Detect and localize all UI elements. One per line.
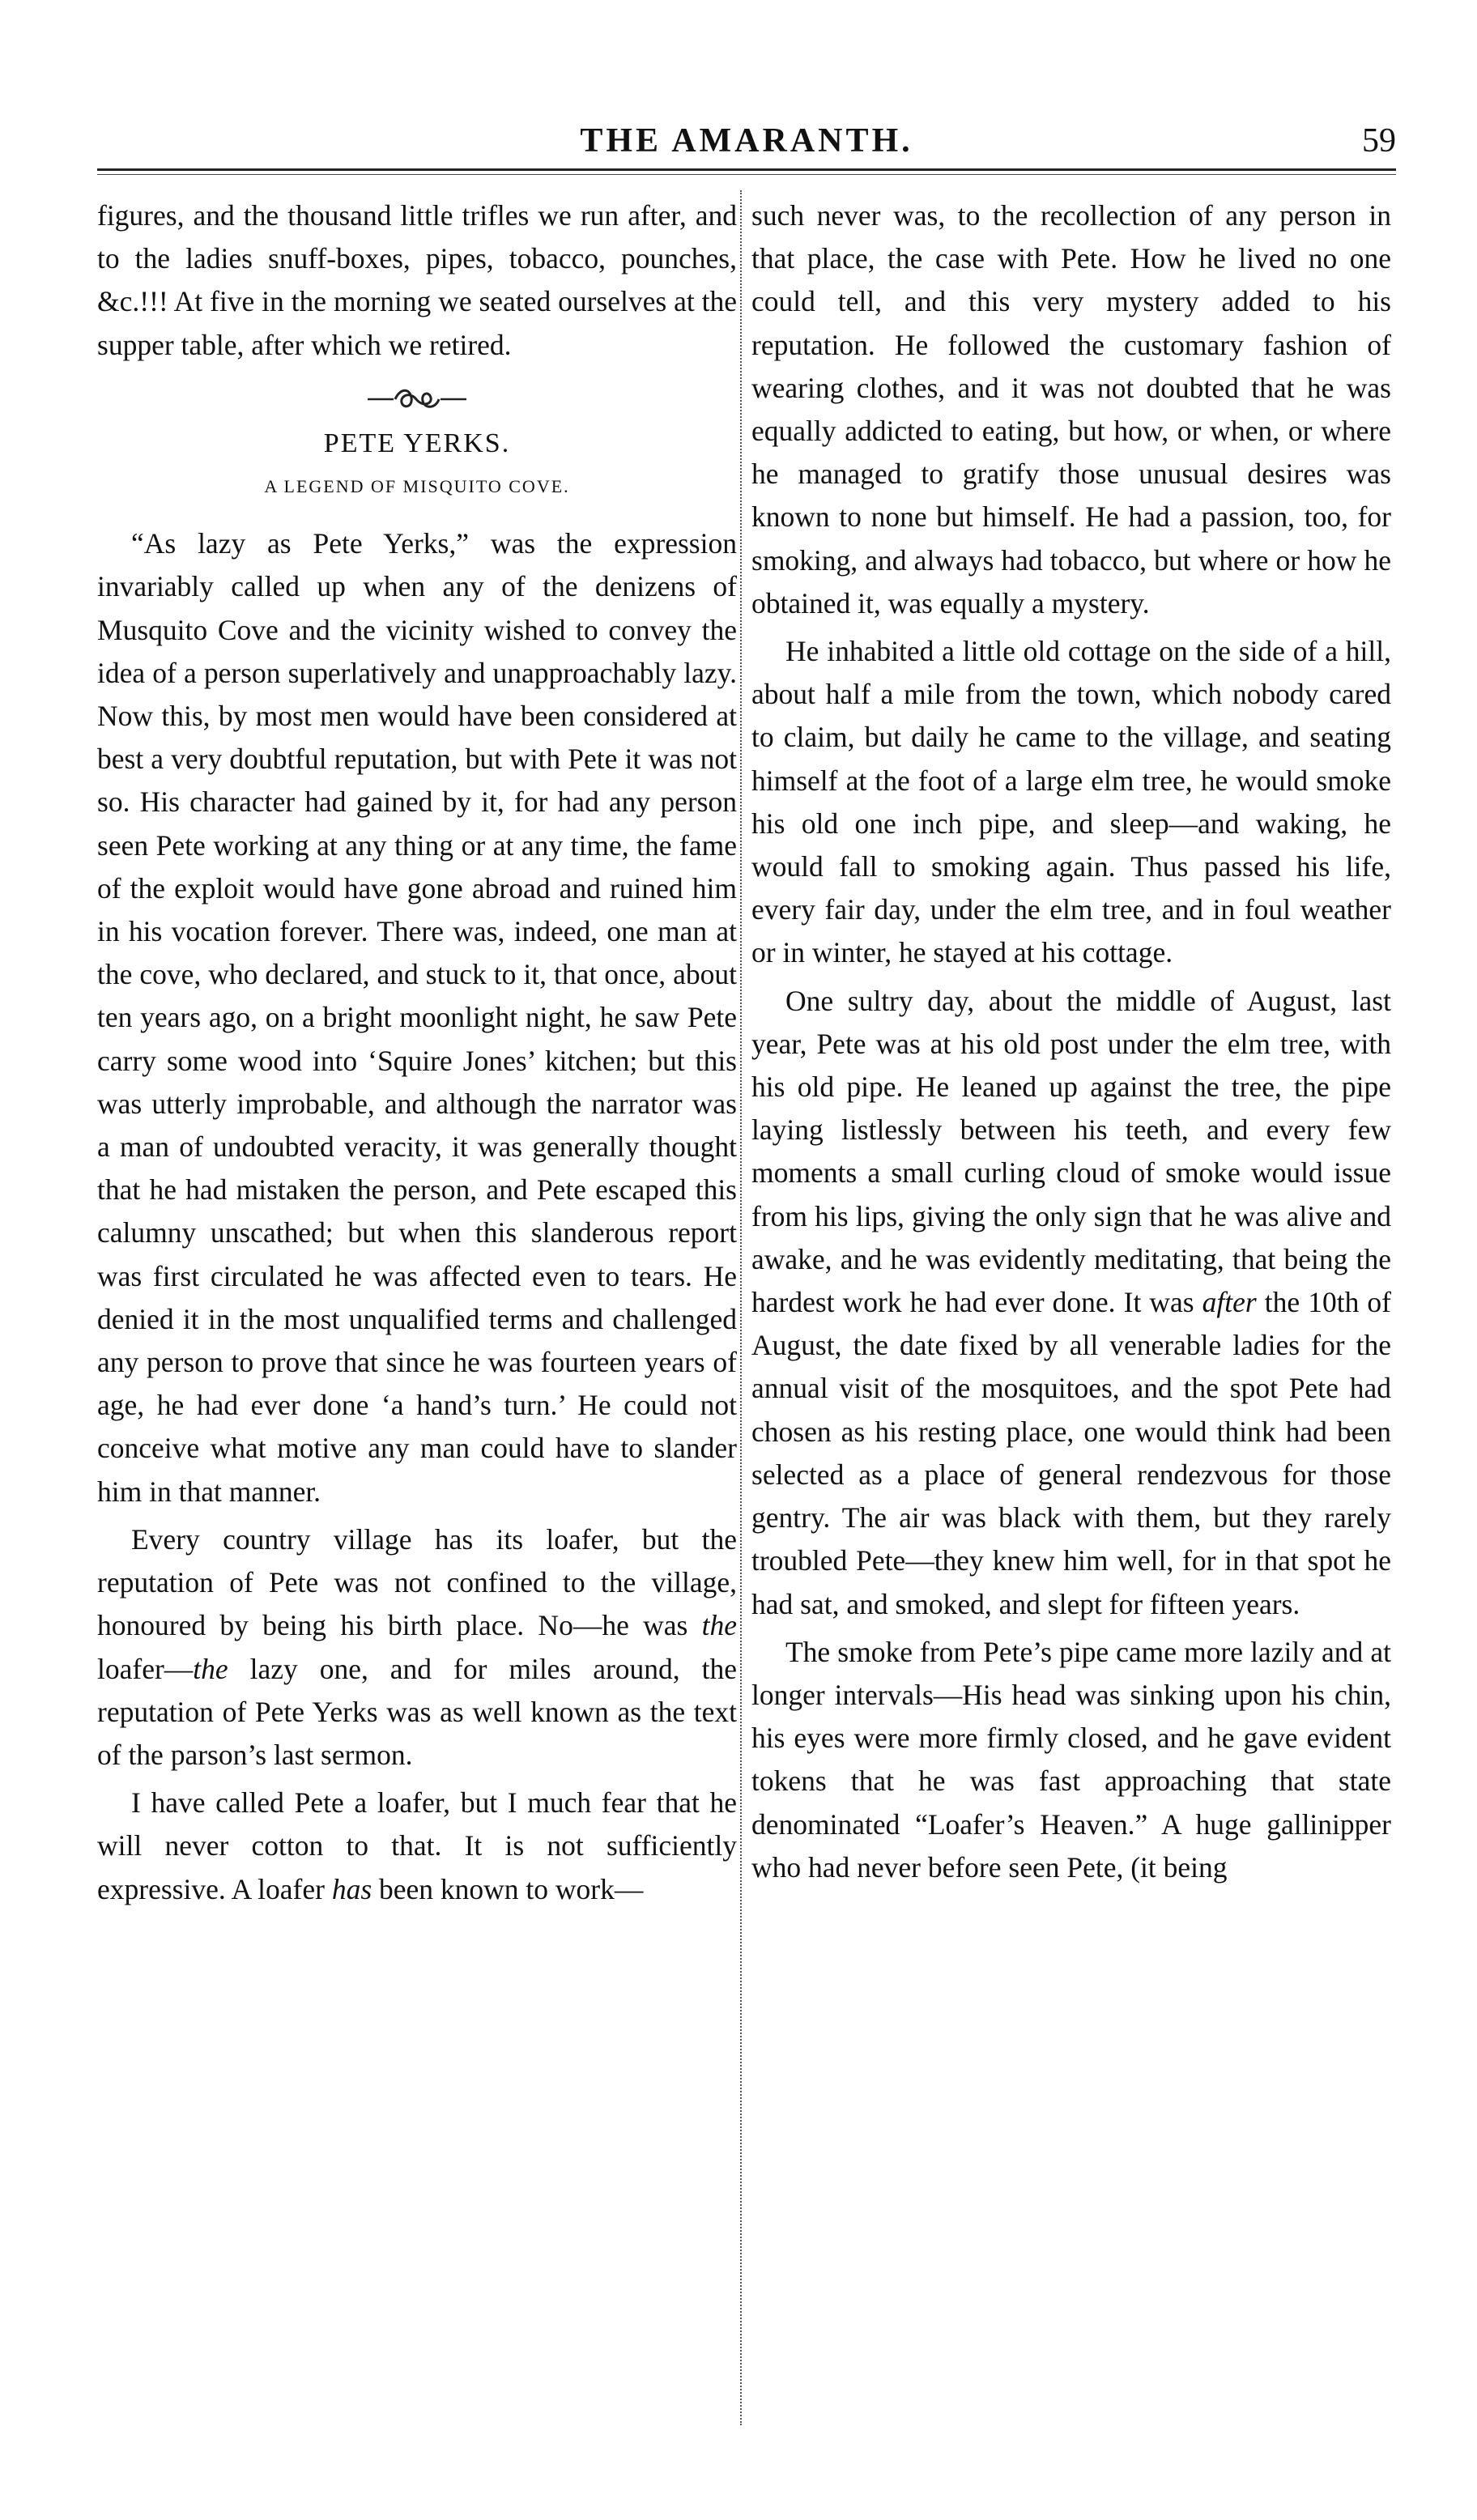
right-column (751, 194, 1391, 1889)
page-number: 59 (1362, 122, 1396, 160)
continued-paragraph: figures, and the thousand little trifles we run after, and to the ladies snuff-boxes, pipes, tobacco, pounches, &c.!!! At five in the morning we seated ourselves at the supper table, after which we retired. (97, 199, 737, 361)
column-divider (740, 190, 742, 2425)
section-ornament (97, 383, 737, 419)
continued-paragraph-right: such never was, to the recollection of any person in that place, the case with Pete. How he lived no one could tell, and this very mystery added to his reputation. He followed the customary fashion of wearing clothes, and it was not doubted that he was equally addicted to eating, but how, or when, or where he managed to gratify those unusual desires was known to none but himself. He had a passion, too, for smoking, and always had tobacco, but where or how he obtained it, was equally a mystery. (751, 199, 1391, 619)
story-paragraph-3: I have called Pete a loafer, but I much fear that he will never cotton to that. It is not sufficiently expressive. A loafer has been known to work— (97, 1786, 737, 1905)
story-paragraph-5: One sultry day, about the middle of August, last year, Pete was at his old post under the elm tree, with his old pipe. He leaned up against the tree, the pipe laying listlessly between his teeth, and every few moments a small curling cloud of smoke would issue from his lips, giving the only sign that he was alive and awake, and he was evidently meditating, that being the hardest work he had ever done. It was after the 10th of August, the date fixed by all venerable ladies for the annual visit of the mosquitoes, and the spot Pete had chosen as his resting place, one would think had been selected as a place of general rendezvous for those gentry. The air was black with them, but they rarely troubled Pete—they knew him well, for in that spot he had sat, and smoked, and slept for fifteen years. (751, 984, 1391, 1620)
header-rule (97, 168, 1396, 175)
running-head (97, 121, 1396, 170)
story-paragraph-6: The smoke from Pete’s pipe came more lazily and at longer intervals—His head was sinking upon his chin, his eyes were more firmly closed, and he gave evident tokens that he was fast approaching that state denominated “Loafer’s Heaven.” A huge gallinipper who had never before seen Pete, (it being (751, 1635, 1391, 1884)
story-subtitle: A LEGEND OF MISQUITO COVE. (264, 476, 570, 497)
journal-title: THE AMARANTH. (580, 122, 913, 160)
story-paragraph-1: “As lazy as Pete Yerks,” was the expression invariably called up when any of the denizens of Musquito Cove and the vicinity wished to convey the idea of a person superlatively and unapproachably lazy. Now this, by most men would have been considered at best a very doubtful reputation, but with Pete it was not so. His character had gained by it, for had any person seen Pete working at any thing or at any time, the fame of the exploit would have gone abroad and ruined him in his vocation forever. There was, indeed, one man at the cove, who declared, and stuck to it, that once, about ten years ago, on a bright moonlight night, he saw Pete carry some wood into ‘Squire Jones’ kitchen; but this was utterly improbable, and although the narrator was a man of undoubted veracity, it was generally thought that he had mistaken the person, and Pete escaped this calumny unscathed; but when this slanderous report was first circulated he was affected even to tears. He denied it in the most unqualified terms and challenged any person to prove that since he was fourteen years of age, he had ever done ‘a hand’s turn.’ He could not conceive what motive any man could have to slander him in that manner. (97, 527, 737, 1508)
story-paragraph-2: Every country village has its loafer, but the reputation of Pete was not confined to the village, honoured by being his birth place. No—he was the loafer—the lazy one, and for miles around, the reputation of Pete Yerks was as well known as the text of the parson’s last sermon. (97, 1522, 737, 1771)
flourish-ornament-icon (364, 383, 470, 415)
left-column (97, 194, 737, 1911)
story-paragraph-4: He inhabited a little old cottage on the side of a hill, about half a mile from the town, which nobody cared to claim, but daily he came to the village, and seating himself at the foot of a large elm tree, he would smoke his old one inch pipe, and sleep—and waking, he would fall to smoking again. Thus passed his life, every fair day, under the elm tree, and in foul weather or in winter, he stayed at his cottage. (751, 635, 1391, 969)
story-title: PETE YERKS. (323, 428, 511, 458)
